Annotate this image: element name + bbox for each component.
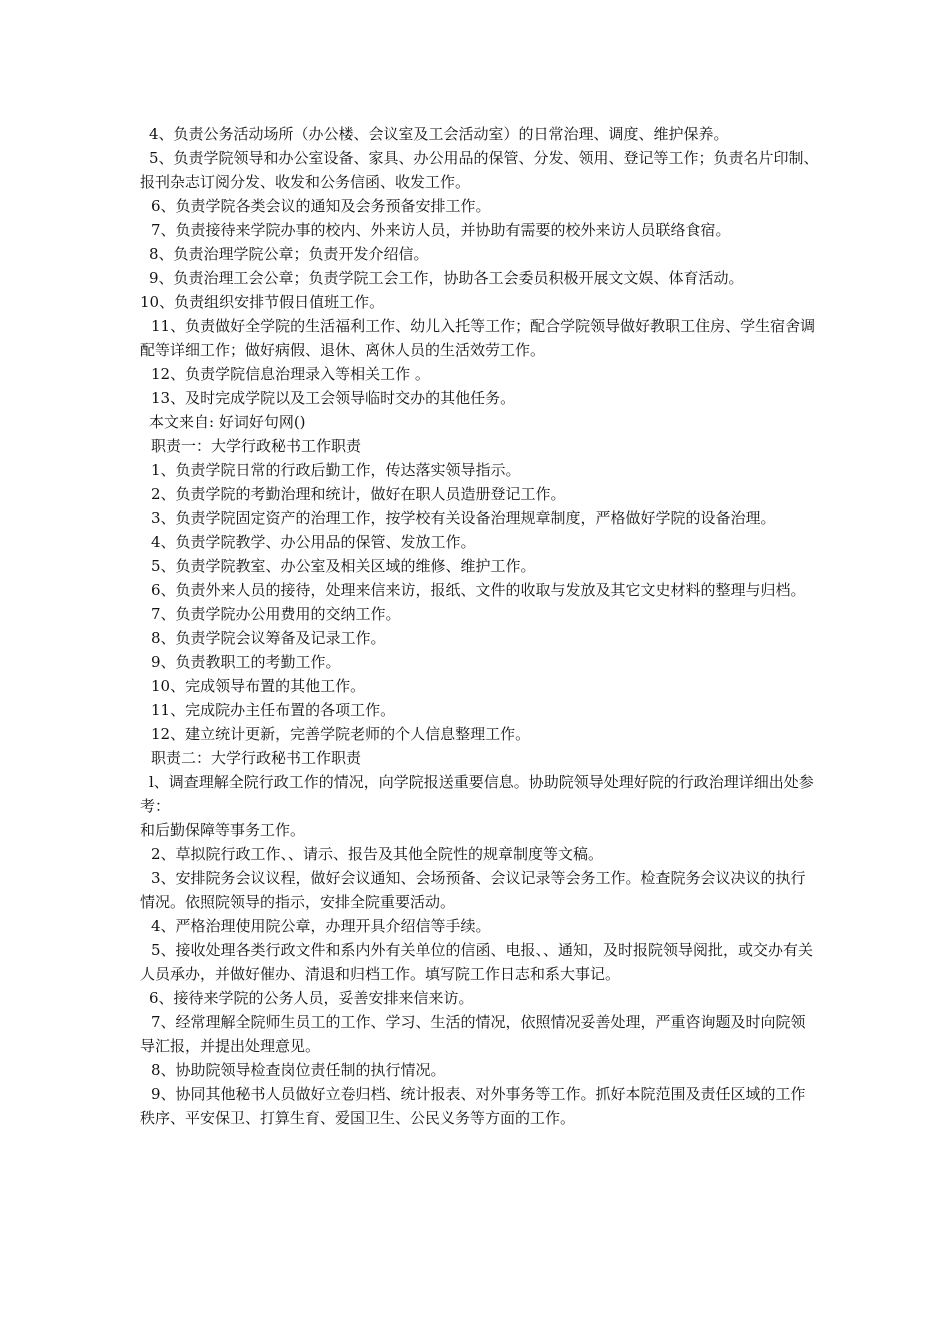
document-paragraph: 职责一：大学行政秘书工作职责 (151, 437, 362, 455)
document-paragraph: 2、负责学院的考勤治理和统计，做好在职人员造册登记工作。 (151, 485, 566, 503)
document-paragraph: 4、严格治理使用院公章，办理开具介绍信等手续。 (151, 917, 491, 935)
document-paragraph: 本文来自: 好词好句网() (149, 413, 306, 431)
document-paragraph: 8、协助院领导检查岗位责任制的执行情况。 (151, 1061, 446, 1079)
document-paragraph: 4、负责学院教学、办公用品的保管、发放工作。 (151, 533, 476, 551)
document-paragraph: 和后勤保障等事务工作。 (140, 821, 306, 839)
document-paragraph: 6、接待来学院的公务人员，妥善安排来信来访。 (149, 989, 474, 1007)
document-paragraph: 9、协同其他秘书人员做好立卷归档、统计报表、对外事务等工作。抓好本院范围及责任区域的工作秩序、平安保卫、打算生育、爱国卫生、公民义务等方面的工作。 (140, 1085, 806, 1127)
document-paragraph: 8、负责学院会议筹备及记录工作。 (151, 629, 386, 647)
document-paragraph: 8、负责治理学院公章；负责开发介绍信。 (149, 245, 429, 263)
document-paragraph: 12、负责学院信息治理录入等相关工作 。 (151, 365, 430, 383)
document-paragraph: 6、负责外来人员的接待，处理来信来访，报纸、文件的收取与发放及其它文史材料的整理与归档。 (151, 581, 806, 599)
document-paragraph: 5、负责学院教室、办公室及相关区域的维修、维护工作。 (151, 557, 536, 575)
document-paragraph: 10、完成领导布置的其他工作。 (151, 677, 366, 695)
document-paragraph: 9、负责治理工会公章；负责学院工会工作，协助各工会委员积极开展文文娱、体育活动。 (149, 269, 744, 287)
document-body (140, 122, 820, 1130)
document-paragraph: 4、负责公务活动场所（办公楼、会议室及工会活动室）的日常治理、调度、维护保养。 (149, 125, 729, 143)
document-paragraph: 职责二：大学行政秘书工作职责 (151, 749, 362, 767)
document-paragraph: 7、经常理解全院师生员工的工作、学习、生活的情况，依照情况妥善处理，严重咨询题及时向院领导汇报，并提出处理意见。 (140, 1013, 806, 1055)
document-paragraph: 11、负责做好全学院的生活福利工作、幼儿入托等工作；配合学院领导做好教职工住房、学生宿舍调配等详细工作；做好病假、退休、离休人员的生活效劳工作。 (140, 317, 816, 359)
document-paragraph: 3、负责学院固定资产的治理工作，按学校有关设备治理规章制度，严格做好学院的设备治理。 (151, 509, 776, 527)
document-paragraph: 12、建立统计更新，完善学院老师的个人信息整理工作。 (151, 725, 531, 743)
document-paragraph: 9、负责教职工的考勤工作。 (151, 653, 341, 671)
document-paragraph: 5、负责学院领导和办公室设备、家具、办公用品的保管、分发、领用、登记等工作；负责名片印制、报刊杂志订阅分发、收发和公务信函、收发工作。 (140, 149, 819, 191)
document-paragraph: 11、完成院办主任布置的各项工作。 (151, 701, 396, 719)
document-paragraph: 5、接收处理各类行政文件和系内外有关单位的信函、电报、、通知，及时报院领导阅批，或交办有关人员承办，并做好催办、清退和归档工作。填写院工作日志和系大事记。 (140, 941, 814, 983)
document-paragraph: 1、负责学院日常的行政后勤工作，传达落实领导指示。 (151, 461, 521, 479)
document-paragraph: 2、草拟院行政工作、、请示、报告及其他全院性的规章制度等文稿。 (151, 845, 604, 863)
document-paragraph: 7、负责接待来学院办事的校内、外来访人员，并协助有需要的校外来访人员联络食宿。 (151, 221, 731, 239)
document-paragraph: 6、负责学院各类会议的通知及会务预备安排工作。 (151, 197, 491, 215)
document-paragraph: l、调查理解全院行政工作的情况，向学院报送重要信息。协助院领导处理好院的行政治理详细出处参考： (140, 773, 814, 815)
document-paragraph: 7、负责学院办公用费用的交纳工作。 (151, 605, 401, 623)
document-paragraph: 10、负责组织安排节假日值班工作。 (140, 293, 385, 311)
document-paragraph: 13、及时完成学院以及工会领导临时交办的其他任务。 (151, 389, 516, 407)
document-paragraph: 3、安排院务会议议程，做好会议通知、会场预备、会议记录等会务工作。检查院务会议决议的执行情况。依照院领导的指示，安排全院重要活动。 (140, 869, 806, 911)
